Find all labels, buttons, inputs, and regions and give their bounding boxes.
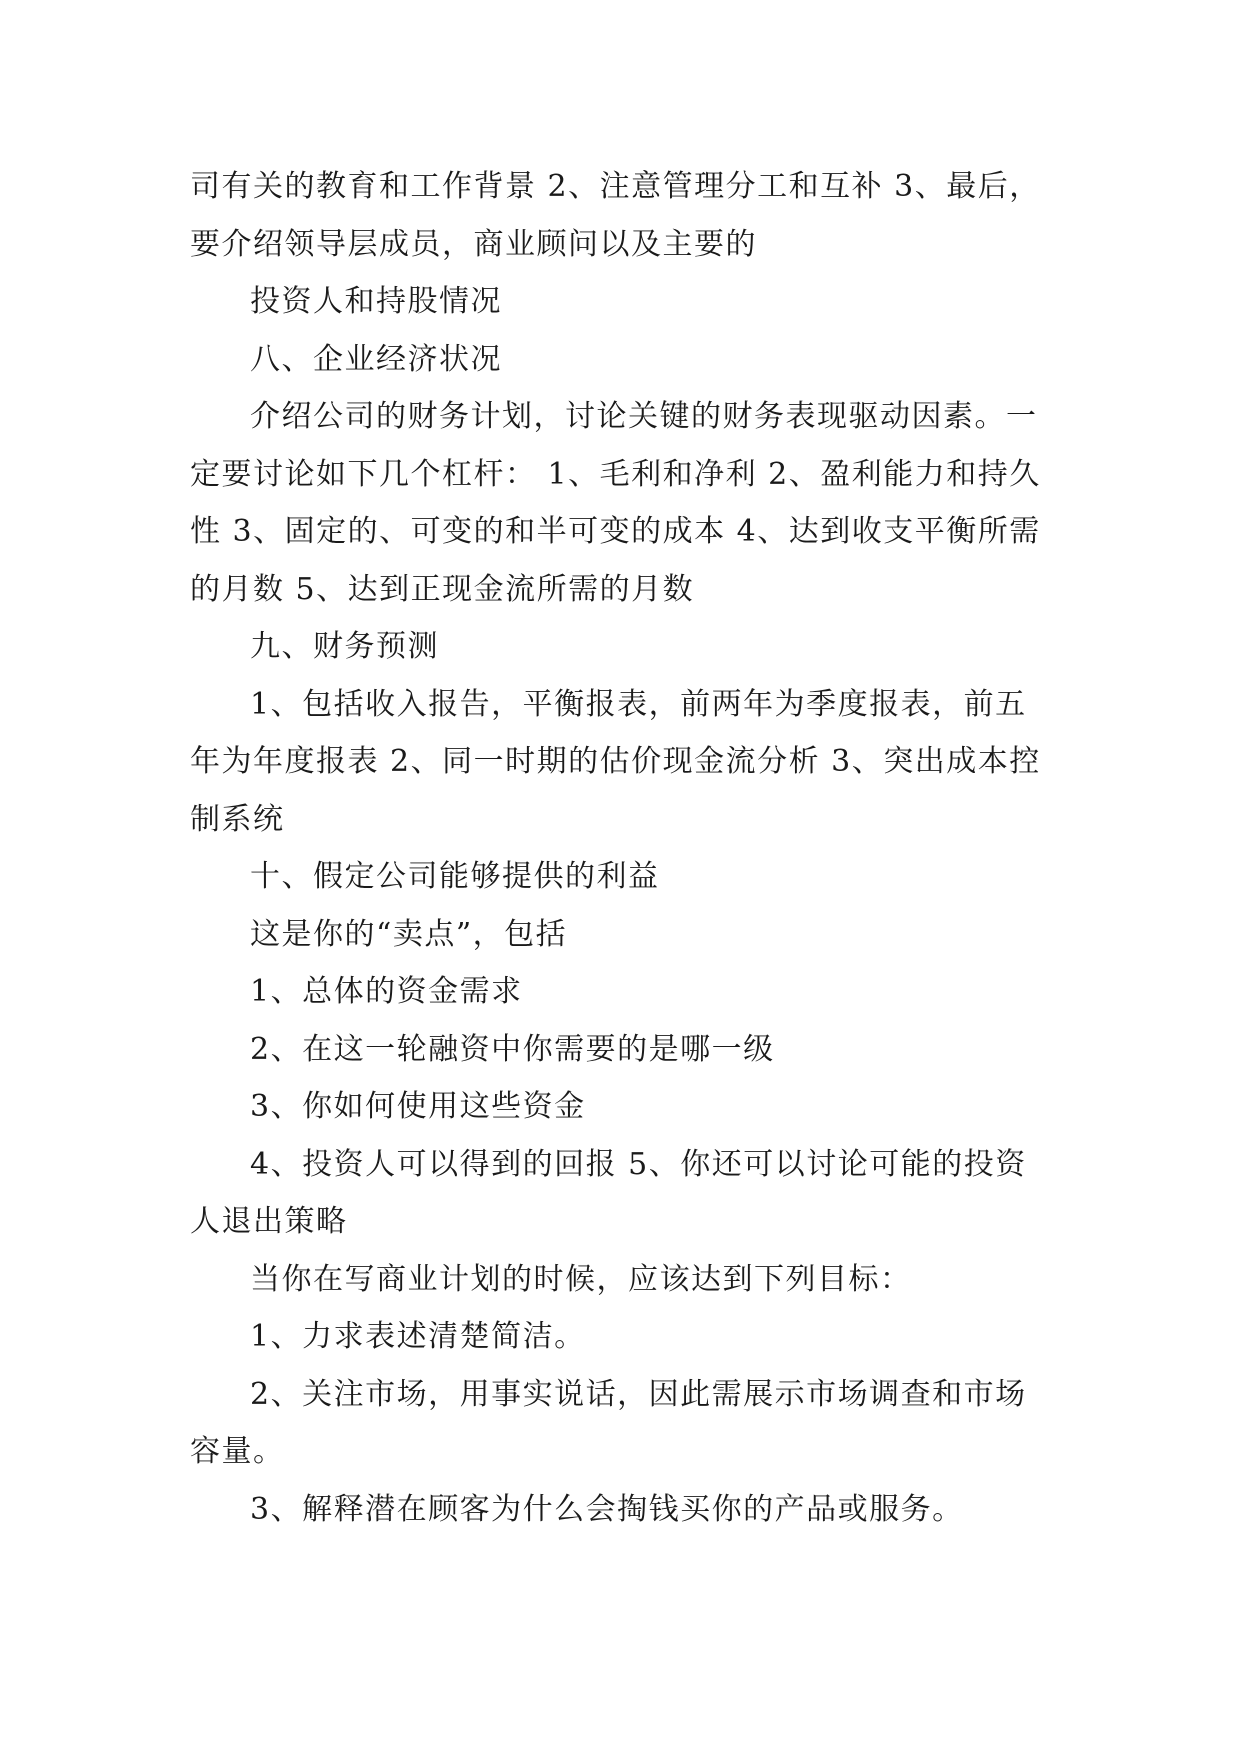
section-heading-8: 八、企业经济状况: [250, 341, 502, 377]
goal-item-3: 3、解释潜在顾客为什么会掏钱买你的产品或服务。: [250, 1491, 964, 1527]
goal-item-2: 2、关注市场，用事实说话，因此需展示市场调查和市场容量。: [190, 1376, 1027, 1469]
list-item-2: 2、在这一轮融资中你需要的是哪一级: [250, 1031, 775, 1067]
document-body: [190, 158, 1052, 1538]
list-item-4: 4、投资人可以得到的回报 5、你还可以讨论可能的投资人退出策略: [190, 1146, 1027, 1239]
paragraph-13: 当你在写商业计划的时候，应该达到下列目标：: [250, 1261, 912, 1297]
paragraph-2: 投资人和持股情况: [250, 284, 502, 319]
section-heading-9: 九、财务预测: [250, 629, 439, 664]
goal-item-1: 1、力求表述清楚简洁。: [250, 1319, 586, 1354]
paragraph-6: 1、包括收入报告，平衡报表，前两年为季度报表，前五年为年度报表 2、同一时期的估价现金流分析 3、突出成本控制系统: [190, 686, 1041, 837]
paragraph-1: 司有关的教育和工作背景 2、注意管理分工和互补 3、最后，要介绍领导层成员，商业顾问以及主要的: [190, 169, 1041, 262]
section-heading-10: 十、假定公司能够提供的利益: [250, 859, 660, 894]
list-item-3: 3、你如何使用这些资金: [250, 1089, 586, 1124]
paragraph-4: 介绍公司的财务计划，讨论关键的财务表现驱动因素。一定要讨论如下几个杠杆： 1、毛利和净利 2、盈利能力和持久性 3、固定的、可变的和半可变的成本 4、达到收支平衡所需的月数 5、达到正现金流所需的月数: [190, 399, 1041, 607]
list-item-1: 1、总体的资金需求: [250, 974, 523, 1009]
paragraph-8: 这是你的“卖点”，包括: [250, 916, 568, 952]
